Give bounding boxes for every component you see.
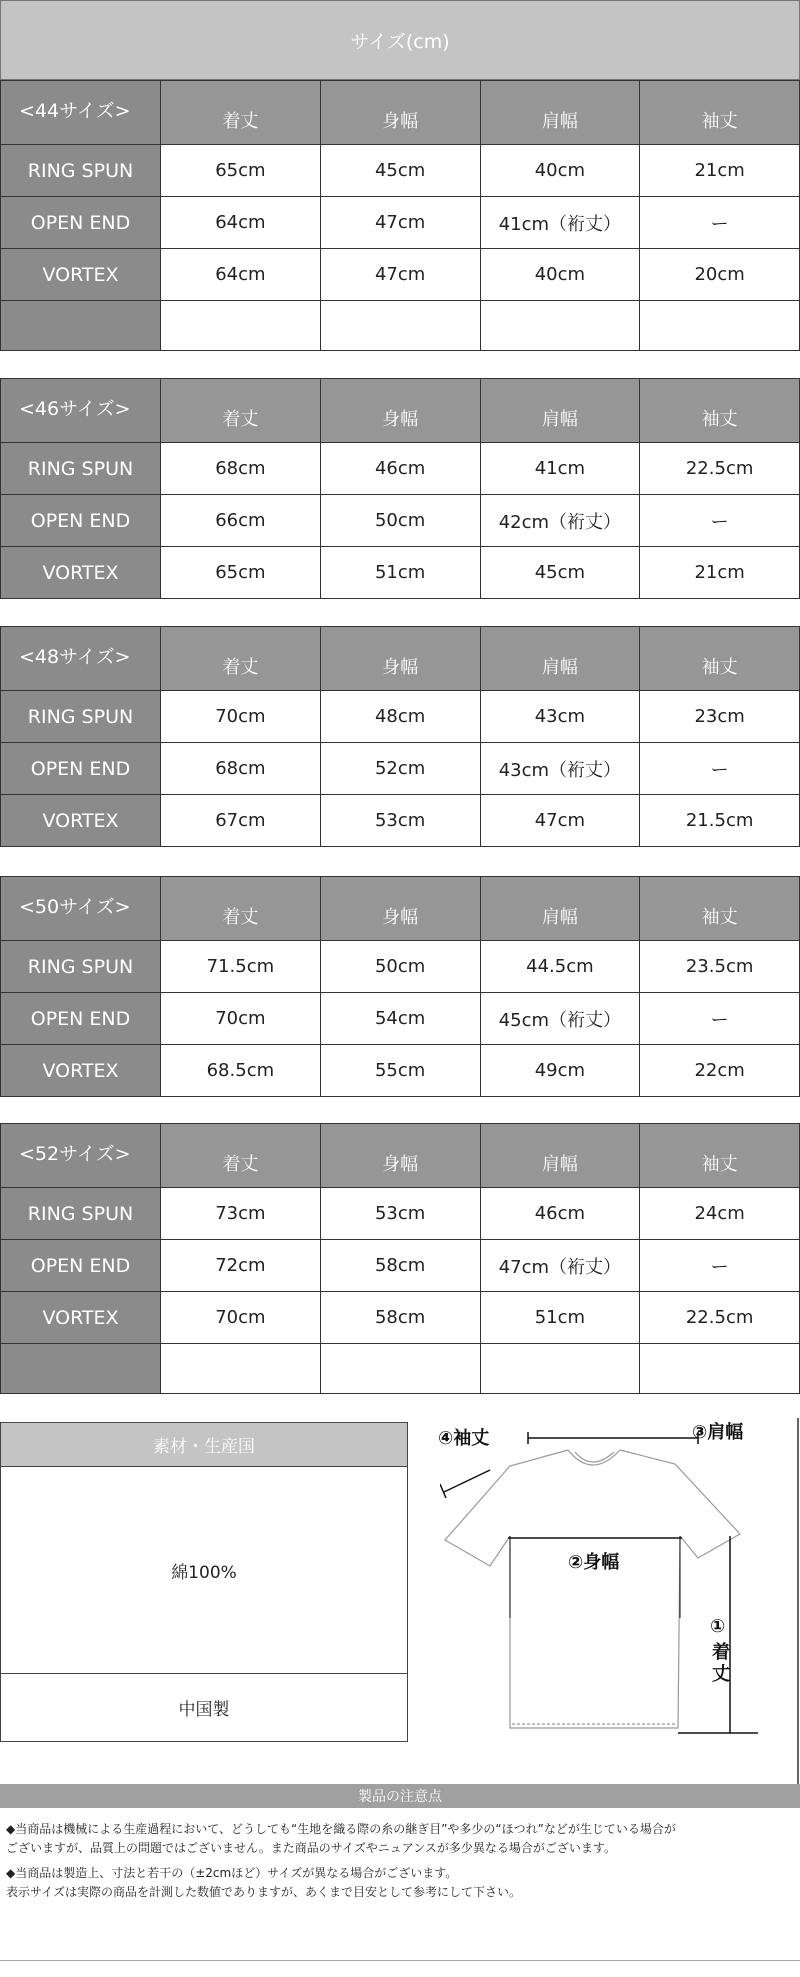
cell-chest: 52cm [320, 743, 480, 795]
cell-shoulder: 47cm [480, 795, 640, 847]
cell-shoulder: 45cm（裄丈） [480, 993, 640, 1045]
row-header: OPEN END [1, 197, 161, 249]
table-row [1, 145, 800, 197]
size-table-44 [0, 80, 800, 351]
row-header: RING SPUN [1, 145, 161, 197]
row-header: VORTEX [1, 547, 161, 599]
cell-sleeve: 21cm [640, 547, 800, 599]
size-label: <48サイズ> [1, 627, 161, 691]
cell-chest: 47cm [320, 197, 480, 249]
cell-length: 64cm [161, 249, 321, 301]
cell-shoulder: 43cm（裄丈） [480, 743, 640, 795]
col-header-sleeve: 袖丈 [640, 1124, 800, 1188]
col-header-shoulder: 肩幅 [480, 627, 640, 691]
table-row [1, 691, 800, 743]
cell-sleeve: 22cm [640, 1045, 800, 1097]
cell-chest: 47cm [320, 249, 480, 301]
size-table-48 [0, 626, 800, 847]
table-row [1, 197, 800, 249]
note-line: ◆当商品は機械による生産過程において、どうしても“生地を織る際の糸の継ぎ目”や多少の“ほつれ”などが生じている場合が [6, 1822, 676, 1836]
col-header-length: 着丈 [161, 379, 321, 443]
row-header: RING SPUN [1, 691, 161, 743]
cell-chest: 51cm [320, 547, 480, 599]
note-line: 表示サイズは実際の商品を計測した数値でありますが、あくまで目安として参考にして下さい。 [6, 1885, 522, 1899]
col-header-shoulder: 肩幅 [480, 1124, 640, 1188]
cell-length: 70cm [161, 993, 321, 1045]
row-header: RING SPUN [1, 1188, 161, 1240]
cell-shoulder: 41cm [480, 443, 640, 495]
cell-chest: 58cm [320, 1240, 480, 1292]
size-label: <44サイズ> [1, 81, 161, 145]
cell-sleeve: 21cm [640, 145, 800, 197]
cell-shoulder: 42cm（裄丈） [480, 495, 640, 547]
col-header-sleeve: 袖丈 [640, 877, 800, 941]
table-row [1, 547, 800, 599]
shoulder-label: ③肩幅 [692, 1422, 744, 1443]
row-header: OPEN END [1, 1240, 161, 1292]
cell-shoulder: 40cm [480, 145, 640, 197]
cell-length: 68cm [161, 743, 321, 795]
material-header: 素材・生産国 [1, 1423, 407, 1467]
col-header-length: 着丈 [161, 877, 321, 941]
cell-shoulder: 49cm [480, 1045, 640, 1097]
cell-chest: 48cm [320, 691, 480, 743]
row-header: OPEN END [1, 743, 161, 795]
size-label: <52サイズ> [1, 1124, 161, 1188]
table-row [1, 1292, 800, 1344]
cell-chest: 58cm [320, 1292, 480, 1344]
col-header-shoulder: 肩幅 [480, 81, 640, 145]
col-header-length: 着丈 [161, 627, 321, 691]
table-row [1, 993, 800, 1045]
cell-shoulder: 40cm [480, 249, 640, 301]
row-header: RING SPUN [1, 941, 161, 993]
size-label: <50サイズ> [1, 877, 161, 941]
cell-length: 68cm [161, 443, 321, 495]
col-header-chest: 身幅 [320, 379, 480, 443]
table-row [1, 1188, 800, 1240]
cell-sleeve: 23.5cm [640, 941, 800, 993]
cell-length: 72cm [161, 1240, 321, 1292]
length-label-b: 丈 [712, 1664, 730, 1685]
measurement-diagram [440, 1418, 780, 1738]
divider [0, 1960, 800, 1961]
notes-header: 製品の注意点 [0, 1784, 800, 1808]
cell-length: 70cm [161, 1292, 321, 1344]
length-label-a: 着 [712, 1642, 730, 1663]
country-of-origin: 中国製 [178, 1700, 230, 1720]
table-row [1, 1240, 800, 1292]
cell-chest: 53cm [320, 1188, 480, 1240]
row-header: OPEN END [1, 495, 161, 547]
col-header-sleeve: 袖丈 [640, 81, 800, 145]
cell-length: 64cm [161, 197, 321, 249]
row-header: RING SPUN [1, 443, 161, 495]
table-row [1, 249, 800, 301]
cell-shoulder: 51cm [480, 1292, 640, 1344]
table-row [1, 495, 800, 547]
cell-chest: 50cm [320, 941, 480, 993]
table-row [1, 795, 800, 847]
cell-chest: 46cm [320, 443, 480, 495]
cell-sleeve: ー [640, 1240, 800, 1292]
row-header: VORTEX [1, 249, 161, 301]
table-row [1, 1045, 800, 1097]
row-header: VORTEX [1, 1292, 161, 1344]
cell-shoulder: 44.5cm [480, 941, 640, 993]
row-header: OPEN END [1, 993, 161, 1045]
col-header-sleeve: 袖丈 [640, 627, 800, 691]
col-header-sleeve: 袖丈 [640, 379, 800, 443]
material-composition: 綿100% [1, 1467, 407, 1674]
page-title: サイズ(cm) [0, 0, 800, 80]
cell-sleeve: 22.5cm [640, 1292, 800, 1344]
row-header: VORTEX [1, 1045, 161, 1097]
cell-sleeve: 21.5cm [640, 795, 800, 847]
col-header-shoulder: 肩幅 [480, 877, 640, 941]
cell-sleeve: 23cm [640, 691, 800, 743]
cell-sleeve: ー [640, 993, 800, 1045]
cell-length: 65cm [161, 547, 321, 599]
col-header-length: 着丈 [161, 1124, 321, 1188]
cell-length: 67cm [161, 795, 321, 847]
cell-sleeve: 24cm [640, 1188, 800, 1240]
cell-sleeve: ー [640, 495, 800, 547]
cell-sleeve: ー [640, 197, 800, 249]
col-header-shoulder: 肩幅 [480, 379, 640, 443]
sleeve-label: ④袖丈 [438, 1428, 490, 1449]
col-header-chest: 身幅 [320, 81, 480, 145]
cell-sleeve: 22.5cm [640, 443, 800, 495]
size-table-46 [0, 378, 800, 599]
cell-length: 70cm [161, 691, 321, 743]
col-header-chest: 身幅 [320, 1124, 480, 1188]
cell-length: 66cm [161, 495, 321, 547]
empty-row [1, 301, 800, 351]
table-row [1, 941, 800, 993]
cell-sleeve: 20cm [640, 249, 800, 301]
size-table-50 [0, 876, 800, 1097]
table-row [1, 743, 800, 795]
cell-shoulder: 45cm [480, 547, 640, 599]
size-label: <46サイズ> [1, 379, 161, 443]
tshirt-outline-icon [440, 1418, 780, 1738]
cell-shoulder: 43cm [480, 691, 640, 743]
cell-chest: 45cm [320, 145, 480, 197]
cell-shoulder: 47cm（裄丈） [480, 1240, 640, 1292]
cell-length: 65cm [161, 145, 321, 197]
length-number: ① [710, 1616, 726, 1637]
chest-label: ②身幅 [568, 1552, 620, 1573]
material-box [0, 1422, 408, 1742]
cell-sleeve: ー [640, 743, 800, 795]
note-line: ございますが、品質上の問題ではございません。また商品のサイズやニュアンスが多少異なる場合がございます。 [6, 1841, 616, 1855]
cell-length: 68.5cm [161, 1045, 321, 1097]
cell-chest: 54cm [320, 993, 480, 1045]
col-header-chest: 身幅 [320, 877, 480, 941]
cell-chest: 55cm [320, 1045, 480, 1097]
table-row [1, 443, 800, 495]
cell-shoulder: 46cm [480, 1188, 640, 1240]
cell-chest: 53cm [320, 795, 480, 847]
divider [797, 1418, 799, 1788]
note-line: ◆当商品は製造上、寸法と若干の（±2cmほど）サイズが異なる場合がございます。 [6, 1866, 458, 1880]
cell-length: 71.5cm [161, 941, 321, 993]
cell-shoulder: 41cm（裄丈） [480, 197, 640, 249]
empty-row [1, 1344, 800, 1394]
row-header: VORTEX [1, 795, 161, 847]
cell-chest: 50cm [320, 495, 480, 547]
col-header-length: 着丈 [161, 81, 321, 145]
col-header-chest: 身幅 [320, 627, 480, 691]
size-table-52 [0, 1123, 800, 1394]
notes-body [6, 1820, 794, 1902]
cell-length: 73cm [161, 1188, 321, 1240]
